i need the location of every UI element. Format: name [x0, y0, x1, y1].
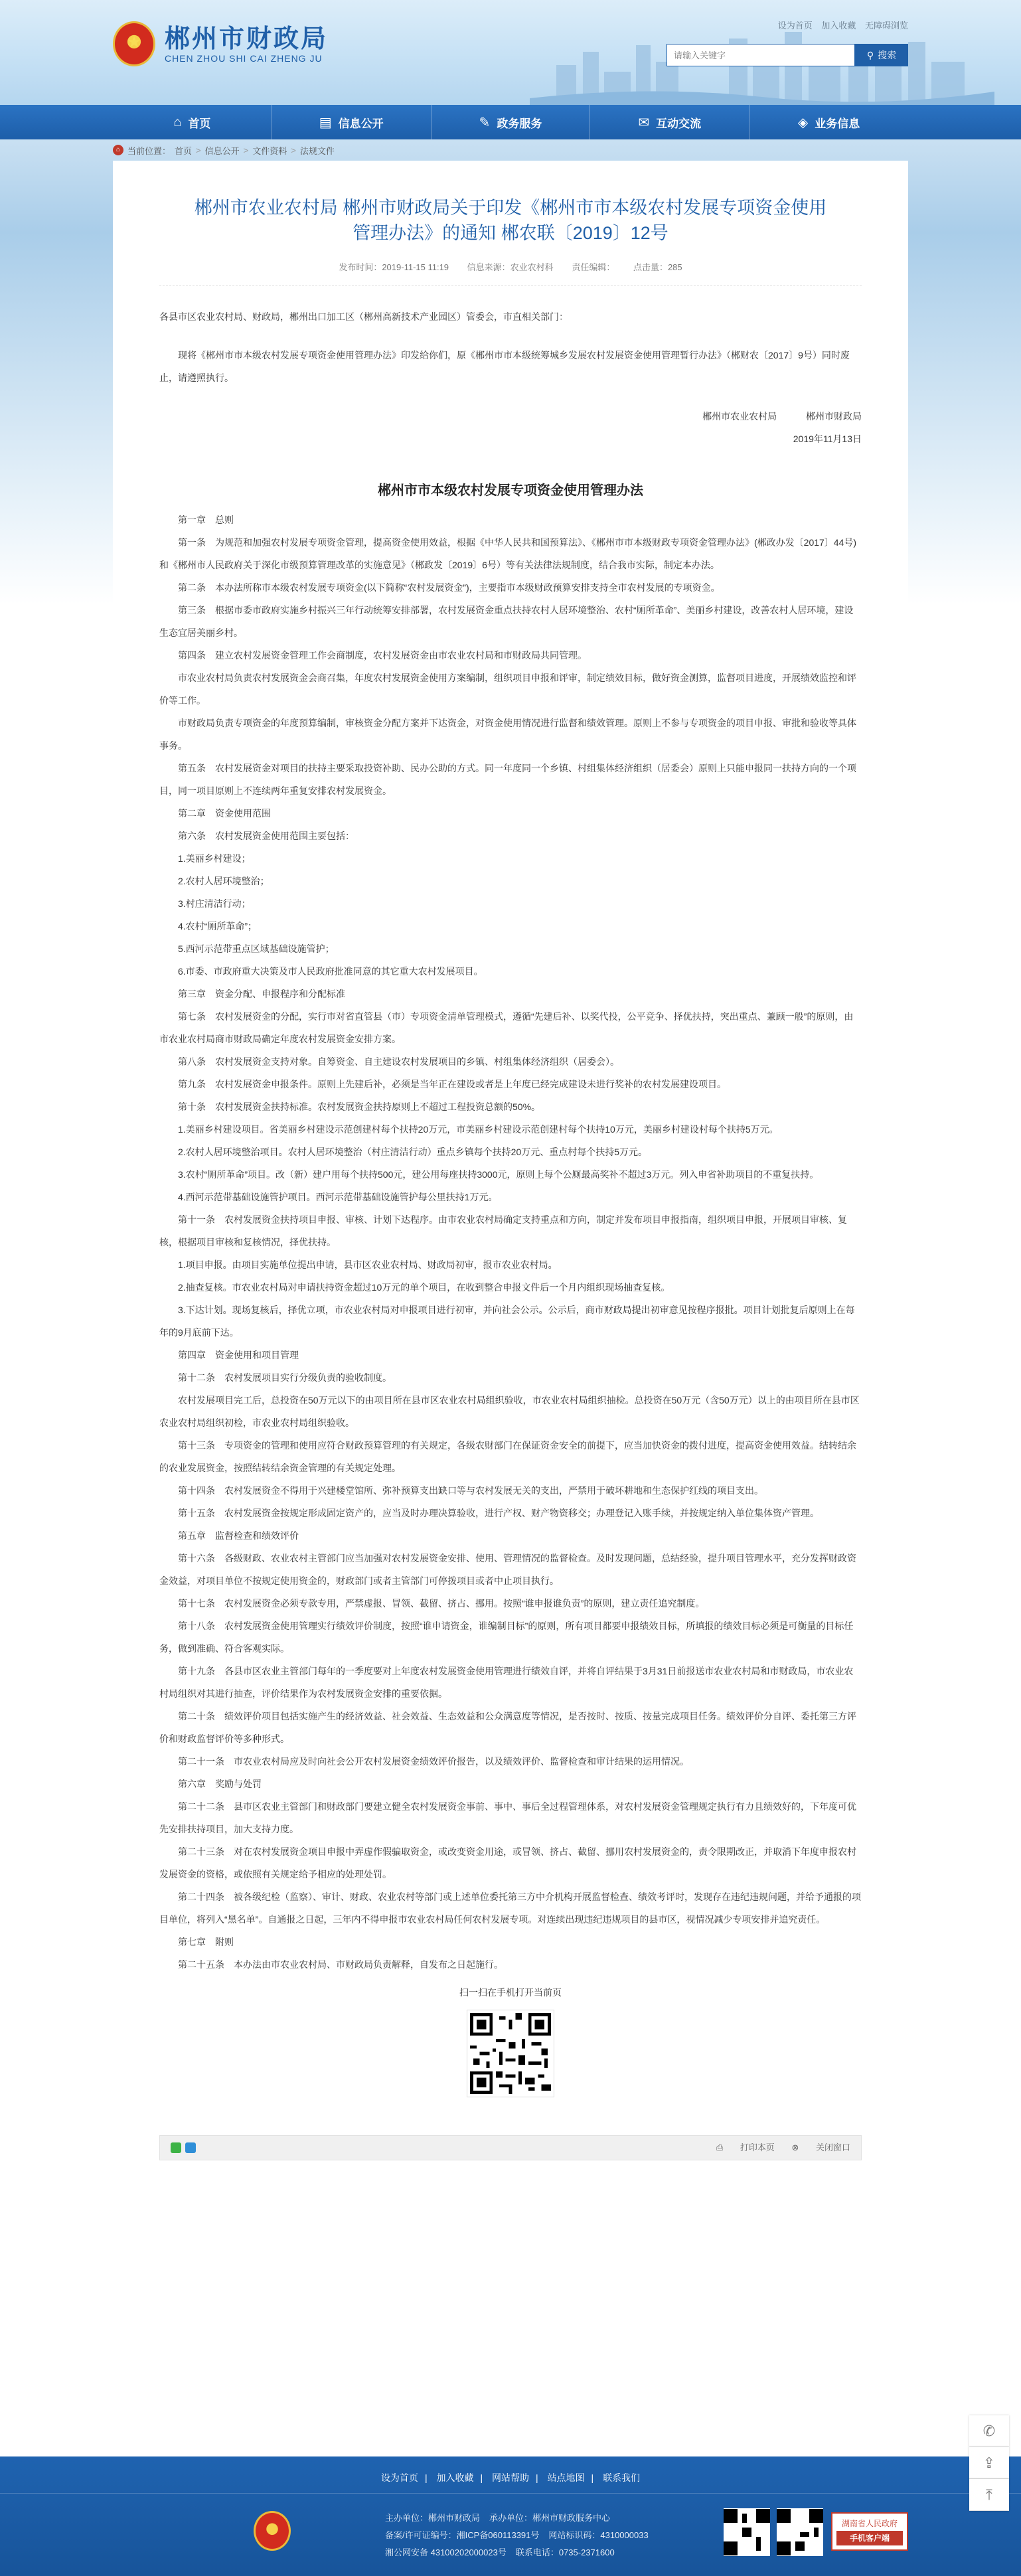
body-paragraph: 第十一条 农村发展资金扶持项目申报、审核、计划下达程序。由市农业农村局确定支持重点和方向，制定并发布项目申报指南，组织项目申报，开展项目审核、复核，根据项目审核和复核情况，择优扶持。: [159, 1214, 847, 1248]
layers-icon: ◈: [797, 115, 809, 130]
share-icon[interactable]: ⇪: [969, 2447, 1009, 2479]
site-code: 网站标识码：4310000033: [548, 2530, 649, 2540]
body-paragraph: 第六章 奖励与处罚: [178, 1779, 262, 1789]
footer-link[interactable]: 加入收藏: [436, 2472, 474, 2483]
body-paragraph: 第十九条 各县市区农业主管部门每年的一季度要对上年度农村发展资金使用管理进行绩效自评，并将自评结果于3月31日前报送市农业农村局和市财政局，市农业农村局组织对其进行抽查，评价结果作为农村发展资金安排的重要依据。: [159, 1666, 854, 1699]
body-paragraph: 市财政局负责专项资金的年度预算编制，审核资金分配方案并下达资金，对资金使用情况进行监督和绩效管理。原则上不参与专项资金的项目申报、审批和验收等具体事务。: [159, 718, 856, 751]
hunan-gov-app-badge[interactable]: [831, 2512, 908, 2551]
site-logo[interactable]: [113, 21, 328, 66]
body-paragraph: 第十四条 农村发展资金不得用于兴建楼堂馆所、弥补预算支出缺口等与农村发展无关的支出，严禁用于破坏耕地和生态保护红线的项目支出。: [178, 1485, 763, 1496]
body-paragraph: 第二章 资金使用范围: [178, 808, 271, 819]
breadcrumb-separator: >: [291, 145, 296, 155]
signer: 郴州市农业农村局: [702, 411, 777, 422]
info-source: 信息来源：农业农村科: [467, 262, 554, 272]
body-paragraph: 4.西河示范带基础设施管护项目。西河示范带基础设施管护每公里扶持1万元。: [178, 1192, 498, 1202]
breadcrumb-item[interactable]: 信息公开: [204, 145, 240, 156]
site-name: 郴州市财政局: [165, 23, 329, 53]
page-qr-code: [467, 2010, 554, 2097]
search-input[interactable]: [667, 44, 855, 66]
body-paragraph: 第六条 农村发展资金使用范围主要包括：: [178, 831, 354, 841]
footer-emblem-icon: [254, 2511, 291, 2551]
body-paragraph: 第四条 建立农村发展资金管理工作会商制度，农村发展资金由市农业农村局和市财政局共同管理。: [178, 650, 587, 661]
editor: 责任编辑：: [572, 262, 615, 272]
body-paragraph: 第九条 农村发展资金申报条件。原则上先建后补，必须是当年正在建设或者是上年度已经完成建设未进行奖补的农村发展建设项目。: [178, 1079, 726, 1089]
body-paragraph: 1.美丽乡村建设；: [178, 853, 251, 864]
nav-label: 政务服务: [497, 117, 542, 130]
nav-label: 互动交流: [656, 117, 702, 130]
breadcrumb-item[interactable]: 文件资料: [252, 145, 287, 156]
footer-link[interactable]: 站点地图: [547, 2472, 585, 2483]
body-paragraph: 第二十三条 对在农村发展资金项目申报中弄虚作假骗取资金，或改变资金用途，或冒领、挤占、截留、挪用农村发展资金的，责令限期改正，并取消下年度申报农村发展资金的资格，或依照有关规定给予相应的处理处罚。: [159, 1846, 856, 1880]
breadcrumb-item[interactable]: 首页: [175, 145, 193, 156]
body-paragraph: 5.西河示范带重点区域基础设施管护；: [178, 943, 335, 954]
nav-item-business-info[interactable]: [749, 105, 908, 139]
search-icon: ⚲: [866, 49, 874, 60]
body-paragraph: 第二条 本办法所称市本级农村发展专项资金(以下简称“农村发展资金”)，主要指市本级财政预算安排支持全市农村发展的专项资金。: [178, 582, 720, 593]
body-paragraph: 第十条 农村发展资金扶持标准。农村发展资金扶持原则上不超过工程投资总额的50%。: [178, 1101, 541, 1112]
body-paragraph: 第二十一条 市农业农村局应及时向社会公开农村发展资金绩效评价报告，以及绩效评价、监督检查和审计结果的运用情况。: [178, 1756, 689, 1767]
back-to-top-icon[interactable]: ⤒: [969, 2479, 1009, 2511]
body-paragraph: 第十三条 专项资金的管理和使用应符合财政预算管理的有关规定，各级农财部门在保证资金安全的前提下，应当加快资金的拨付进度，提高资金使用效益。结转结余的农业发展资金，按照结转结余资金管理的有关规定处理。: [159, 1440, 856, 1473]
close-window-button[interactable]: ⊗ 关闭窗口: [791, 2142, 850, 2152]
gov-badge-subtitle: 手机客户端: [836, 2531, 903, 2545]
print-button[interactable]: ⎙ 打印本页: [716, 2142, 775, 2152]
body-paragraph: 3.农村“厕所革命”项目。改（新）建户用每个扶持500元，建公用每座扶持3000元，原则上每个公厕最高奖补不超过3万元。列入申省补助项目的不重复扶持。: [178, 1169, 819, 1180]
document-body: [159, 509, 862, 1976]
sponsor: 主办单位：郴州市财政局: [385, 2513, 481, 2523]
signer: 郴州市财政局: [806, 411, 862, 422]
undertaker: 承办单位：郴州市财政服务中心: [489, 2513, 611, 2523]
search-button-label: 搜索: [878, 50, 897, 60]
body-paragraph: 6.市委、市政府重大决策及市人民政府批准同意的其它重大农村发展项目。: [178, 966, 483, 977]
body-paragraph: 第三条 根据市委市政府实施乡村振兴三年行动统筹安排部署，农村发展资金重点扶持农村人居环境整治、农村“厕所革命”、美丽乡村建设，改善农村人居环境，建设生态宜居美丽乡村。: [159, 605, 854, 638]
breadcrumb-item[interactable]: 法规文件: [299, 145, 335, 156]
footer-qr-code-app: [777, 2508, 823, 2556]
article-meta: [159, 260, 862, 285]
footer-qr-code-wechat: [724, 2508, 770, 2556]
signers: [159, 405, 862, 428]
article-content: [159, 305, 862, 2160]
body-paragraph: 第十五条 农村发展资金按规定形成固定资产的，应当及时办理决算验收，进行产权、财产物资移交；办理登记入账手续，并按规定纳入单位集体资产管理。: [178, 1508, 819, 1518]
location-icon: ⌂: [113, 145, 123, 155]
add-favorite-link[interactable]: 加入收藏: [821, 21, 856, 31]
site-name-pinyin: CHEN ZHOU SHI CAI ZHENG JU: [165, 53, 323, 64]
set-homepage-link[interactable]: 设为首页: [777, 21, 813, 31]
nav-item-info-disclosure[interactable]: [272, 105, 432, 139]
share-buttons: [171, 2142, 196, 2153]
nav-label: 首页: [188, 117, 211, 130]
site-footer: [0, 2456, 1021, 2576]
weibo-share-icon[interactable]: [185, 2142, 196, 2153]
body-paragraph: 第七条 农村发展资金的分配，实行市对省直管县（市）专项资金清单管理模式，遵循“先建后补、以奖代投，公平竞争、择优扶持，突出重点、兼顾一般”的原则，由市农业农村局商市财政局确定年度农村发展资金安排方案。: [159, 1011, 854, 1044]
search-bar: [667, 44, 908, 66]
qr-block: [159, 1981, 862, 2105]
nav-item-gov-services[interactable]: [432, 105, 591, 139]
body-paragraph: 4.农村“厕所革命”；: [178, 921, 257, 931]
body-paragraph: 1.美丽乡村建设项目。省美丽乡村建设示范创建村每个扶持20万元，市美丽乡村建设示范创建村每个扶持10万元，美丽乡村建设村每个扶持5万元。: [178, 1124, 779, 1135]
body-paragraph: 第五条 农村发展资金对项目的扶持主要采取投资补助、民办公助的方式。同一年度同一个乡镇、村组集体经济组织（居委会）原则上只能申报同一扶持方向的一个项目，同一项目原则上不连续两年重复安排农村发展资金。: [159, 763, 856, 796]
body-paragraph: 第十二条 农村发展项目实行分级负责的验收制度。: [178, 1372, 392, 1383]
breadcrumb: [113, 139, 908, 161]
footer-link[interactable]: 设为首页: [380, 2472, 418, 2483]
nav-label: 业务信息: [815, 117, 860, 130]
issue-date: [159, 428, 862, 450]
body-paragraph: 第七章 附则: [178, 1937, 234, 1947]
qr-title: 扫一扫在手机打开当前页: [459, 1987, 562, 1998]
chat-icon: ✉: [638, 115, 650, 130]
body-paragraph: 第二十条 绩效评价项目包括实施产生的经济效益、社会效益、生态效益和公众满意度等情况，是否按时、按质、按量完成项目任务。绩效评价分自评、委托第三方评价和财政监督评价等多种形式。: [159, 1711, 856, 1744]
wechat-share-icon[interactable]: [171, 2142, 181, 2153]
article-toolbar: [159, 2135, 862, 2160]
close-label: 关闭窗口: [815, 2142, 850, 2152]
hit-count: 点击量：285: [633, 262, 682, 272]
body-paragraph: 2.抽查复核。市农业农村局对申请扶持资金超过10万元的单个项目，在收到整合申报文件后一个月内组织现场抽查复核。: [178, 1282, 670, 1293]
nav-item-home[interactable]: [113, 105, 272, 139]
body-paragraph: 第四章 资金使用和项目管理: [178, 1350, 299, 1360]
publish-time: 发布时间：2019-11-15 11:19: [339, 262, 449, 272]
footer-info: [385, 2510, 658, 2561]
document-title: 郴州市市本级农村发展专项资金使用管理办法: [378, 483, 643, 498]
body-paragraph: 1.项目申报。由项目实施单位提出申请，县市区农业农村局、财政局初审，报市农业农村局。: [178, 1259, 558, 1270]
issue-date-text: 2019年11月13日: [793, 434, 862, 444]
body-paragraph: 第十七条 农村发展资金必须专款专用，严禁虚报、冒领、截留、挤占、挪用。按照“谁申报谁负责”的原则，建立责任追究制度。: [178, 1598, 705, 1609]
body-paragraph: 第二十五条 本办法由市农业农村局、市财政局负责解释，自发布之日起施行。: [178, 1959, 503, 1970]
breadcrumb-separator: >: [243, 145, 249, 155]
top-links: [771, 19, 908, 31]
edit-icon: ✎: [479, 115, 491, 130]
wechat-icon[interactable]: ✆: [969, 2415, 1009, 2447]
document-icon: ▤: [319, 115, 332, 130]
body-paragraph: 第十八条 农村发展资金使用管理实行绩效评价制度，按照“谁申请资金，谁编制目标”的原则，所有项目都要申报绩效目标，所填报的绩效目标必须是可衡量的目标任务，做到准确、符合客观实际。: [159, 1621, 854, 1654]
nav-item-interaction[interactable]: [590, 105, 749, 139]
footer-link[interactable]: 联系我们: [603, 2472, 641, 2483]
body-paragraph: 第八条 农村发展资金支持对象。自筹资金、自主建设农村发展项目的乡镇、村组集体经济组织（居委会）。: [178, 1056, 619, 1067]
home-icon: ⌂: [173, 114, 182, 129]
nav-label: 信息公开: [338, 117, 384, 130]
body-paragraph: 第三章 资金分配、申报程序和分配标准: [178, 989, 345, 999]
floating-side-tools: [969, 2415, 1009, 2511]
body-paragraph: 3.村庄清洁行动；: [178, 898, 251, 909]
article-title: 郴州市农业农村局 郴州市财政局关于印发《郴州市市本级农村发展专项资金使用管理办法》的通知 郴农联〔2019〕12号: [194, 198, 827, 243]
body-paragraph: 农村发展项目完工后，总投资在50万元以下的由项目所在县市区农业农村局组织验收，市农业农村局组织抽检。总投资在50万元（含50万元）以上的由项目所在县市区农业农村局组织初检，市农业农村局组织验收。: [159, 1395, 860, 1428]
gov-badge-title: 湖南省人民政府: [841, 2519, 898, 2528]
body-paragraph: 第二十四条 被各级纪检（监察）、审计、财政、农业农村等部门或上述单位委托第三方中介机构开展监督检查、绩效考评时，发现存在违纪违规问题，并给予通报的项目单位，将列入“黑名单”。自通报之日起，三年内不得申报市农业农村局任何农村发展专项。对连续出现违纪违规项目的县市区，视情况减少专项安排并追究责任。: [159, 1892, 861, 1925]
body-paragraph: 第五章 监督检查和绩效评价: [178, 1530, 299, 1541]
body-paragraph: 第十六条 各级财政、农业农村主管部门应当加强对农村发展资金安排、使用、管理情况的监督检查。及时发现问题，总结经验，提升项目管理水平，充分发挥财政资金效益，对项目单位不按规定使用资金的，财政部门或者主管部门可停拨项目或者中止项目执行。: [159, 1553, 856, 1586]
accessibility-link[interactable]: 无障碍浏览: [864, 21, 908, 31]
body-paragraph: 2.农村人居环境整治项目。农村人居环境整治（村庄清洁行动）重点乡镇每个扶持20万元、重点村每个扶持5万元。: [178, 1147, 648, 1157]
police-record[interactable]: 湘公网安备 43100202000023号: [385, 2547, 507, 2557]
body-paragraph: 2.农村人居环境整治；: [178, 876, 270, 886]
national-emblem-icon: [113, 21, 155, 66]
intro-paragraph: 现将《郴州市市本级农村发展专项资金使用管理办法》印发给你们，原《郴州市市本级统筹城乡发展农村发展资金使用管理暂行办法》（郴财农〔2017〕9号）同时废止，请遵照执行。: [159, 350, 850, 383]
article-container: [113, 161, 908, 2352]
body-paragraph: 3.下达计划。现场复核后，择优立项，市农业农村局对申报项目进行初审，并向社会公示。公示后，商市财政局提出初审意见按程序报批。项目计划批复后原则上在每年的9月底前下达。: [159, 1305, 855, 1338]
main-nav: [0, 105, 1021, 139]
site-header: [0, 0, 1021, 105]
salutation: 各县市区农业农村局、财政局，郴州出口加工区（郴州高新技术产业园区）管委会，市直相关部门：: [159, 311, 568, 322]
print-label: 打印本页: [740, 2142, 775, 2152]
icp-number[interactable]: 备案/许可证编号：湘ICP备060113391号: [385, 2530, 540, 2540]
body-paragraph: 第一条 为规范和加强农村发展专项资金管理，提高资金使用效益，根据《中华人民共和国预算法》、《郴州市市本级财政专项资金管理办法》(郴政办发〔2017〕44号)和《郴州市人民政府关于深化市级预算管理改革的实施意见》（郴政发〔2019〕6号）等有关法律法规制度，结合我市实际，制定本办法。: [159, 537, 857, 570]
body-paragraph: 第一章 总则: [178, 515, 234, 525]
page-tools: [702, 2136, 850, 2159]
search-button[interactable]: [855, 44, 908, 66]
breadcrumb-separator: >: [196, 145, 201, 155]
body-paragraph: 第二十二条 县市区农业主管部门和财政部门要建立健全农村发展资金事前、事中、事后全过程管理体系，对农村发展资金管理规定执行有力且绩效好的，下年度可优先安排扶持项目，加大支持力度。: [159, 1801, 856, 1834]
footer-links: 设为首页 | 加入收藏 | 网站帮助 | 站点地图 | 联系我们: [0, 2456, 1021, 2494]
breadcrumb-prefix: 当前位置：: [127, 145, 171, 156]
contact-phone: 联系电话：0735-2371600: [515, 2547, 615, 2557]
body-paragraph: 市农业农村局负责农村发展资金会商召集，年度农村发展资金使用方案编制，组织项目申报和评审，制定绩效目标，做好资金测算，监督项目进度，开展绩效监控和评价等工作。: [159, 673, 856, 706]
footer-link[interactable]: 网站帮助: [492, 2472, 529, 2483]
